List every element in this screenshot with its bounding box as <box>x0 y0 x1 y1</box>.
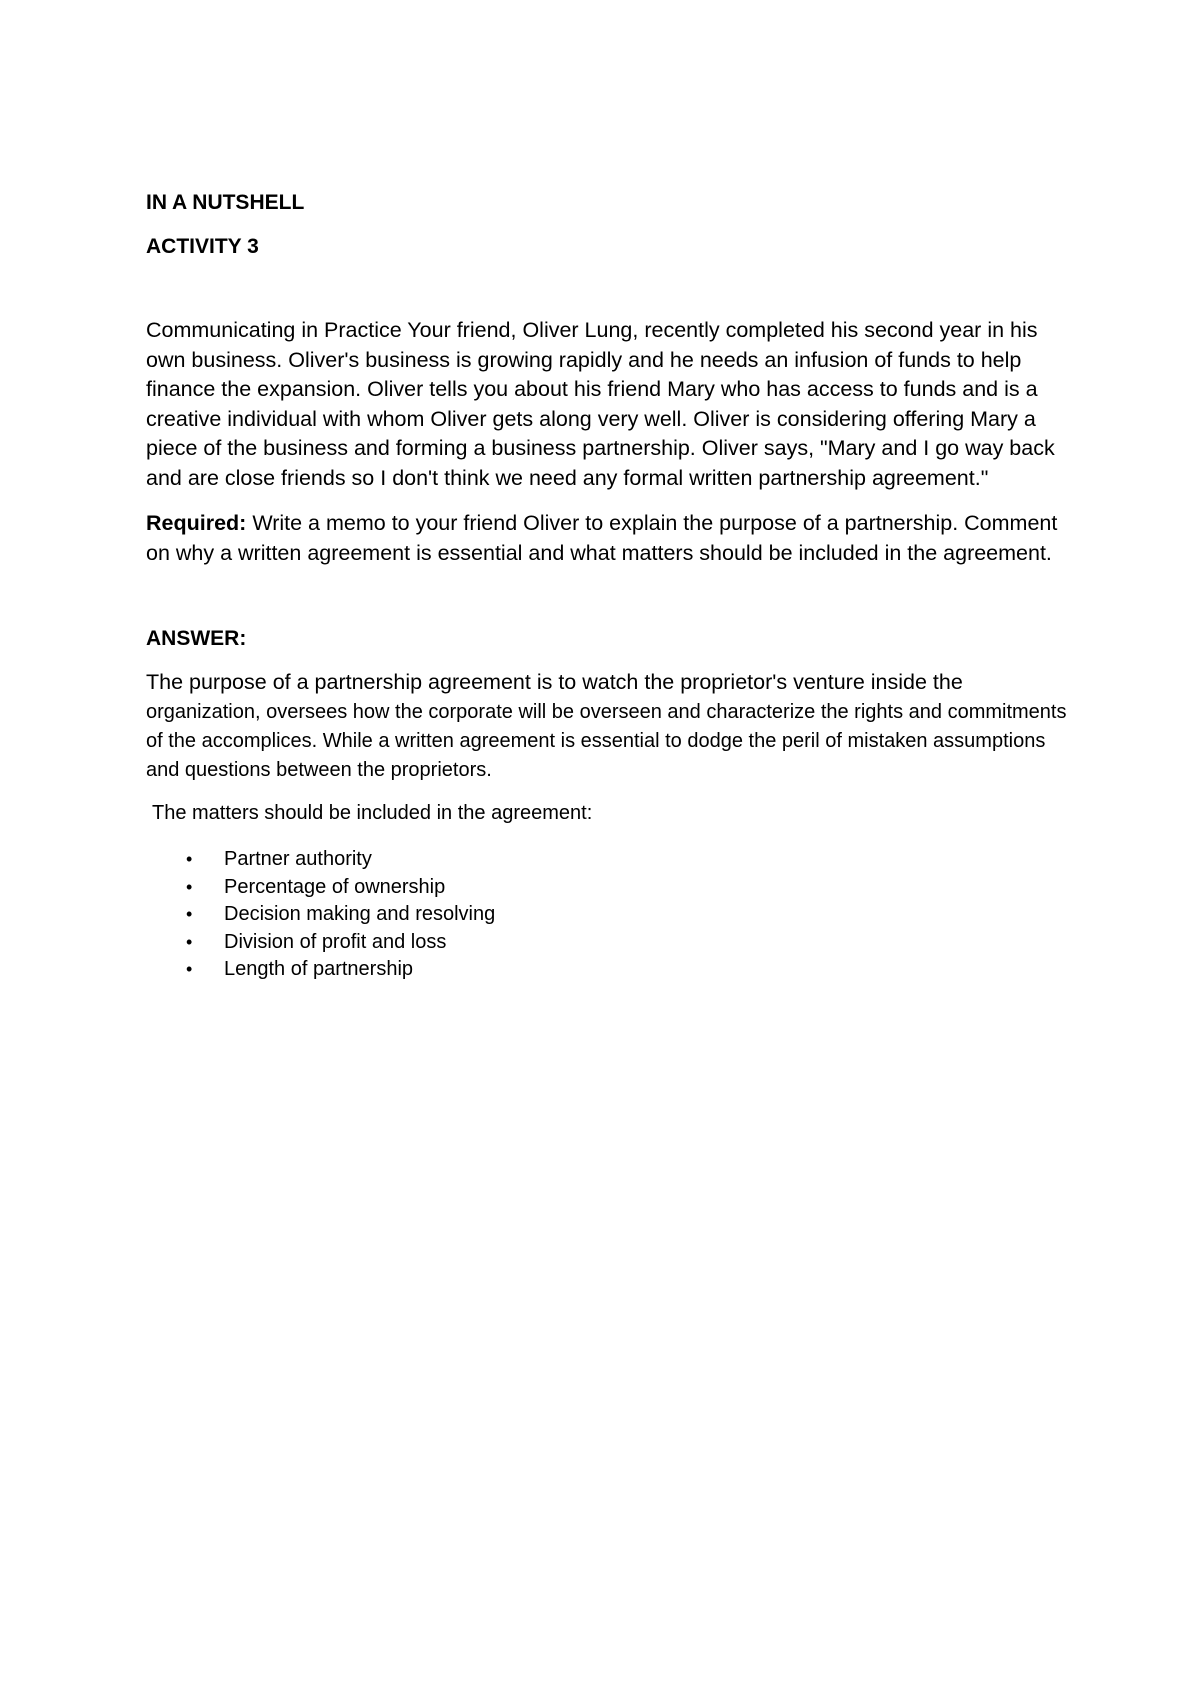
activity-heading: ACTIVITY 3 <box>146 235 259 258</box>
question-paragraph: Communicating in Practice Your friend, Oliver Lung, recently completed his second year in his own business. Oliver's business is growing rapidly and he needs an infusion of funds to help finance the expansion. Oliver tells you about his friend Mary who has access to funds and is a creative individual with whom Oliver gets along very well. Oliver is considering offering Mary a piece of the business and forming a business partnership. Oliver says, "Mary and I go way back and are close friends so I don't think we need any formal written partnership agreement." <box>146 318 1055 490</box>
document-title: IN A NUTSHELL <box>146 191 305 214</box>
list-item-text: Length of partnership <box>224 958 414 980</box>
required-text: Write a memo to your friend Oliver to explain the purpose of a partnership. Comment on why a written agreement is essential and what matters should be included in the agreement. <box>146 511 1058 565</box>
list-item-text: Partner authority <box>224 848 372 870</box>
answer-text-rest: organization, oversees how the corporate will be overseen and characterize the rights and commitments of the accomplices. While a written agreement is essential to dodge the peril of mistaken assumptions and questions between the proprietors. <box>146 701 1067 781</box>
required-paragraph <box>146 509 1076 568</box>
list-item <box>186 874 1076 902</box>
bullet-icon: • <box>186 876 193 897</box>
answer-text-first: The purpose of a partnership agreement is to watch the proprietor's venture inside the <box>146 670 963 694</box>
matters-intro: The matters should be included in the agreement: <box>152 802 593 824</box>
required-label: Required: <box>146 511 247 535</box>
list-item <box>186 846 1076 874</box>
list-item <box>186 956 1076 984</box>
bullet-icon: • <box>186 959 193 979</box>
matters-list <box>146 846 1076 984</box>
answer-heading: ANSWER: <box>146 627 247 650</box>
list-item <box>186 929 1076 957</box>
bullet-icon: • <box>186 904 193 924</box>
document-body <box>146 190 1076 984</box>
list-item-text: Percentage of ownership <box>224 875 446 898</box>
bullet-icon: • <box>186 849 193 869</box>
answer-paragraph <box>146 668 1076 784</box>
list-item <box>186 901 1076 929</box>
list-item-text: Division of profit and loss <box>224 930 447 953</box>
list-item-text: Decision making and resolving <box>224 903 496 925</box>
bullet-icon: • <box>186 931 193 952</box>
